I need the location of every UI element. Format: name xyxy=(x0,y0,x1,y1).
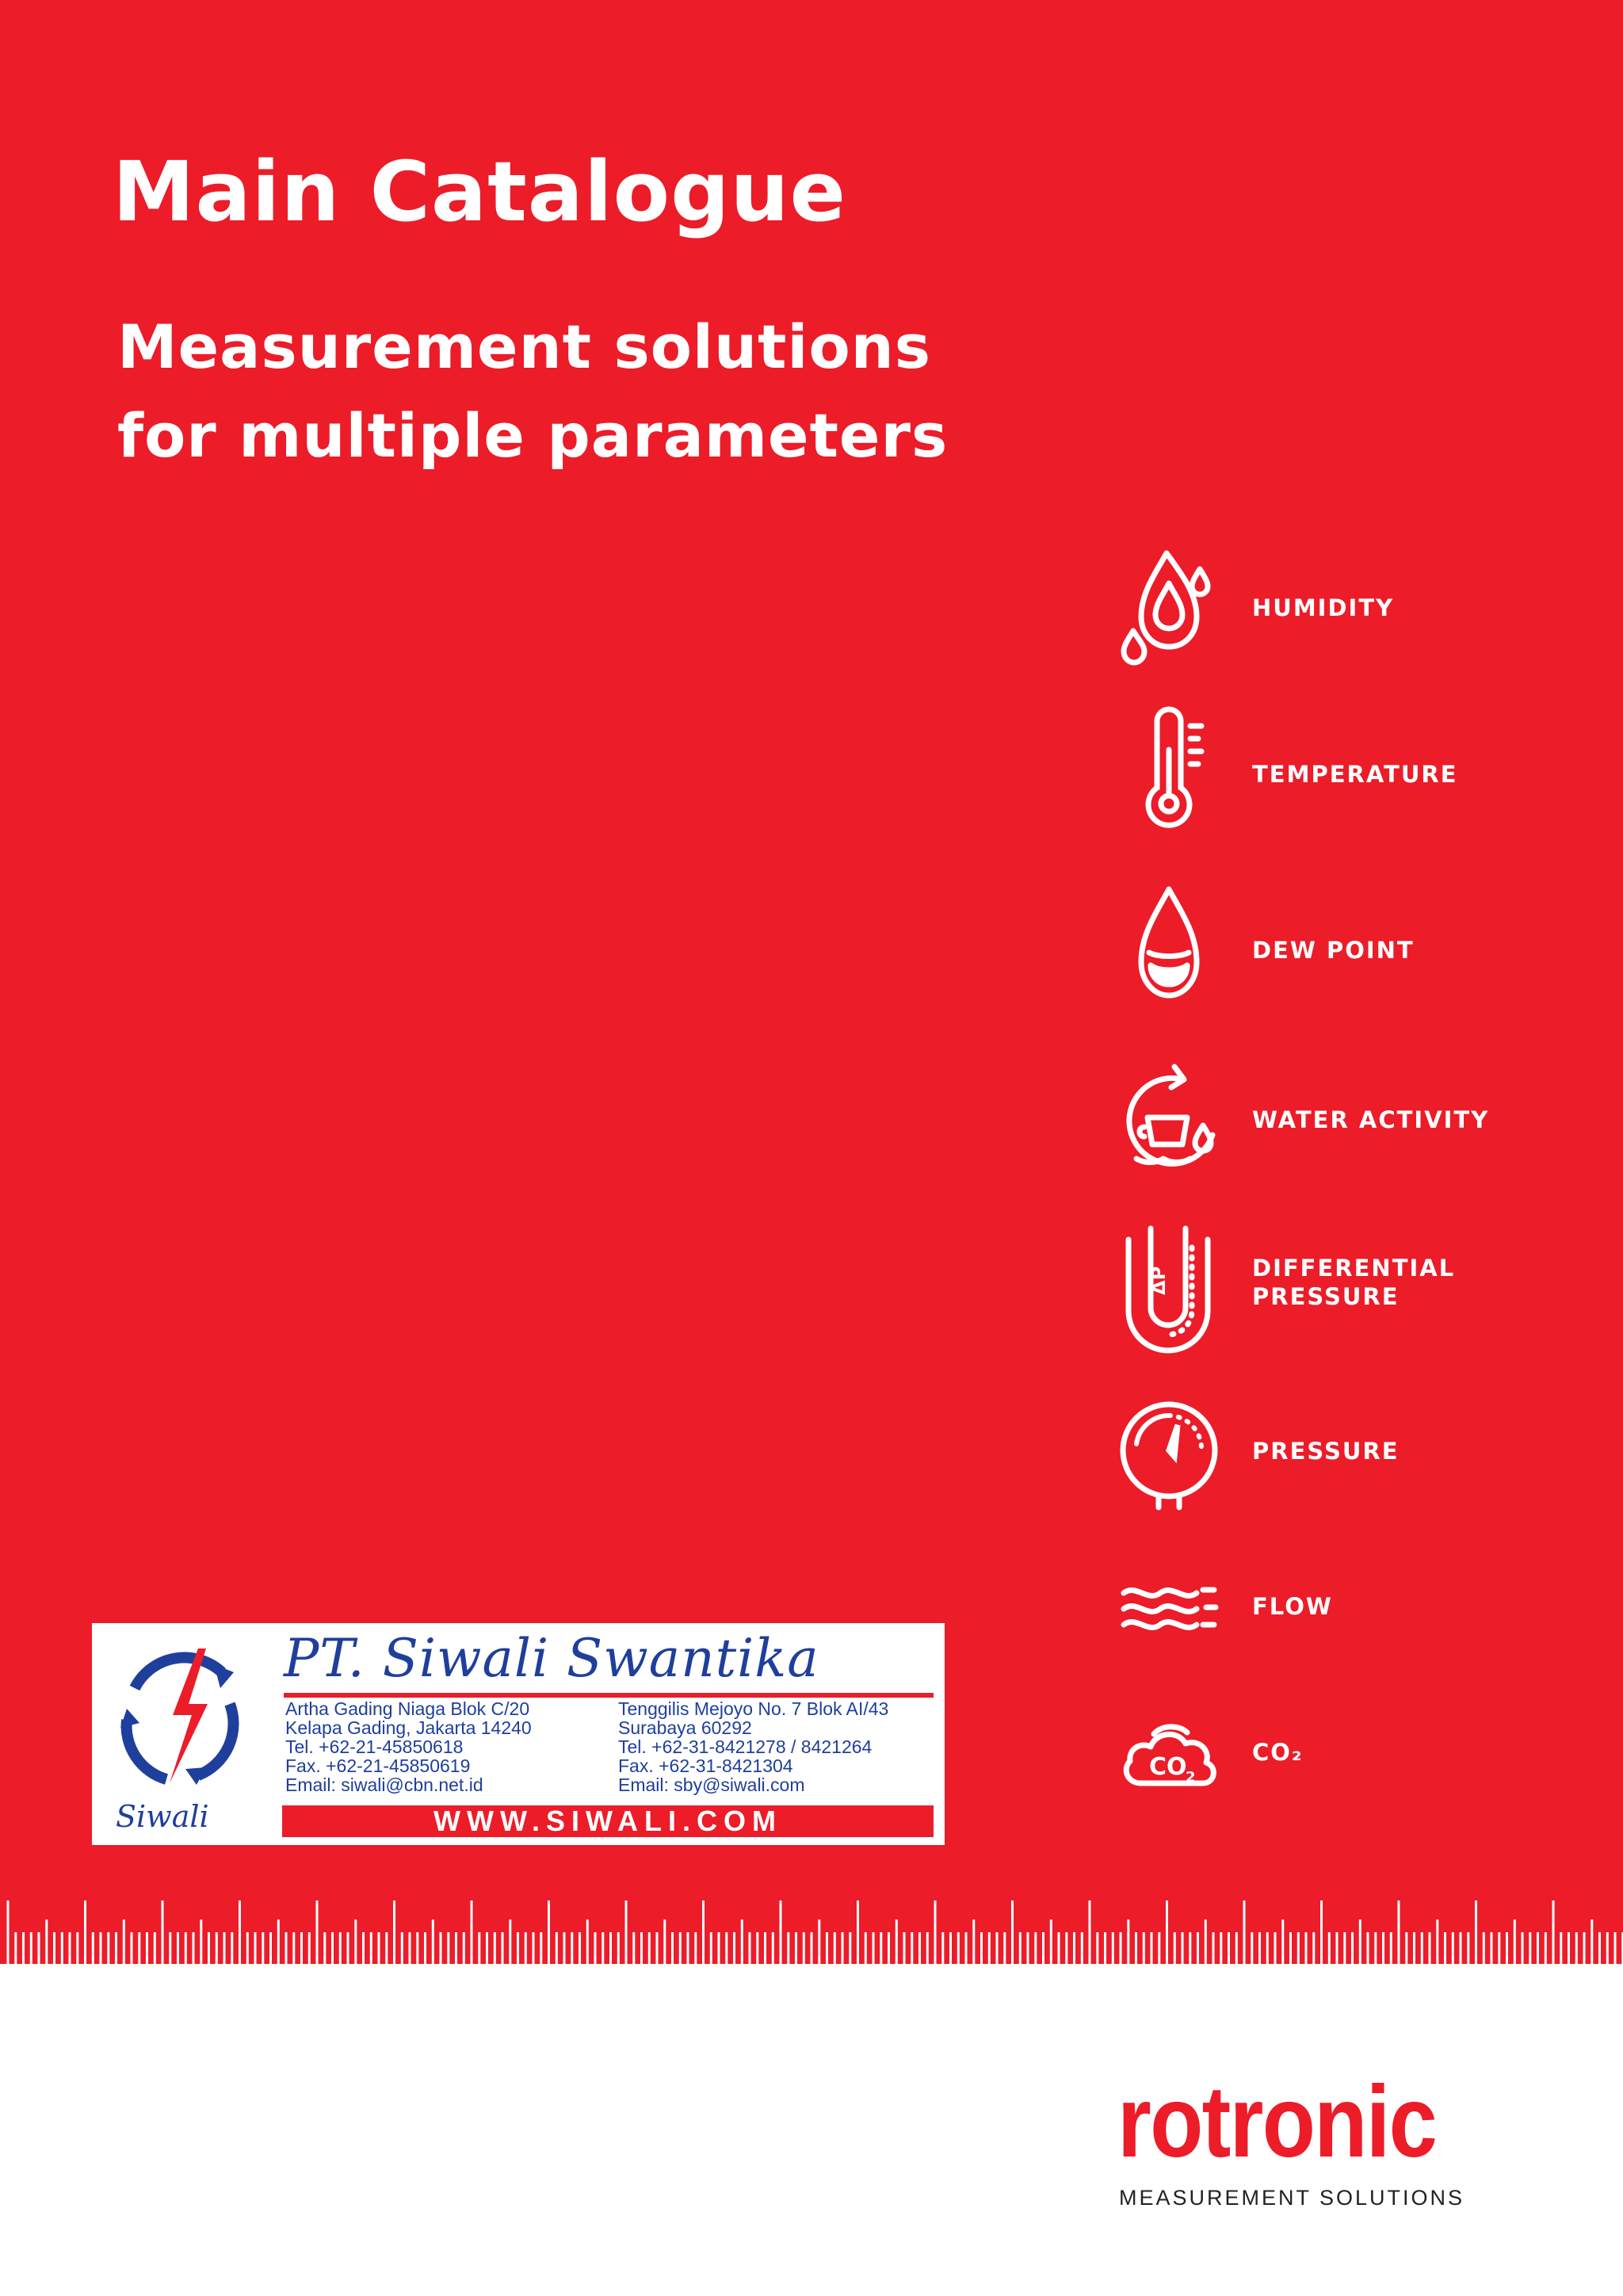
office-line: Fax. +62-21-45850619 xyxy=(285,1755,471,1776)
office-line: Kelapa Gading, Jakarta 14240 xyxy=(285,1717,532,1738)
pressure-gauge-icon xyxy=(1109,1381,1228,1523)
parameter-pressure xyxy=(1109,1381,1553,1523)
parameter-label-line-2: PRESSURE xyxy=(1252,1283,1400,1310)
parameter-label: PRESSURE xyxy=(1252,1438,1400,1465)
office-line: Email: siwali@cbn.net.id xyxy=(285,1775,483,1795)
office-line: Tel. +62-31-8421278 / 8421264 xyxy=(618,1736,873,1757)
parameter-temperature xyxy=(1109,702,1553,845)
humidity-drops-icon xyxy=(1109,537,1228,680)
subtitle-line-2: for multiple parameters xyxy=(117,400,949,471)
rotronic-logo: rotronic xyxy=(1117,2065,1437,2179)
catalogue-title: Main Catalogue xyxy=(113,143,847,240)
differential-pressure-icon xyxy=(1109,1216,1228,1358)
parameter-differential-pressure xyxy=(1109,1216,1553,1358)
parameter-label xyxy=(1252,1254,1455,1311)
office-line: Tenggilis Mejoyo No. 7 Blok AI/43 xyxy=(618,1698,889,1719)
catalogue-subtitle xyxy=(117,303,948,480)
office-line: Email: sby@siwali.com xyxy=(618,1775,805,1795)
office-line: Fax. +62-31-8421304 xyxy=(618,1755,793,1776)
parameter-label: DEW POINT xyxy=(1252,937,1415,964)
parameter-water-activity xyxy=(1109,1048,1553,1190)
svg-text:ΔP: ΔP xyxy=(1148,1266,1170,1295)
parameter-label: CO₂ xyxy=(1252,1739,1304,1766)
office-line: Surabaya 60292 xyxy=(618,1717,752,1738)
parameter-humidity xyxy=(1109,537,1553,680)
parameter-flow xyxy=(1109,1538,1553,1680)
siwali-logo-icon xyxy=(103,1648,262,1791)
distributor-badge xyxy=(92,1623,945,1845)
dew-drop-icon xyxy=(1109,878,1228,1021)
logo-caption: Siwali xyxy=(116,1799,209,1834)
co2-cloud-icon xyxy=(1109,1683,1228,1826)
water-activity-icon xyxy=(1109,1048,1228,1190)
thermometer-icon xyxy=(1109,702,1228,845)
office-line: Tel. +62-21-45850618 xyxy=(285,1736,464,1757)
company-divider xyxy=(284,1693,934,1698)
brand-tagline: MEASUREMENT SOLUTIONS xyxy=(1119,2186,1465,2210)
parameter-label: TEMPERATURE xyxy=(1252,761,1458,788)
parameter-label: WATER ACTIVITY xyxy=(1252,1106,1490,1133)
ruler-scale xyxy=(0,1885,1623,1964)
co2-icon-text: CO xyxy=(1149,1753,1187,1781)
parameter-label: HUMIDITY xyxy=(1252,594,1395,621)
office-line: Artha Gading Niaga Blok C/20 xyxy=(285,1698,530,1719)
company-name: PT. Siwali Swantika xyxy=(284,1628,819,1689)
office-jakarta xyxy=(285,1699,532,1794)
subtitle-line-1: Measurement solutions xyxy=(117,311,931,382)
parameter-label: FLOW xyxy=(1252,1593,1333,1620)
office-surabaya xyxy=(618,1699,888,1794)
flow-waves-icon xyxy=(1109,1538,1228,1680)
parameter-label-line-1: DIFFERENTIAL xyxy=(1252,1255,1456,1282)
parameter-co2 xyxy=(1109,1683,1553,1826)
co2-icon-subscript: 2 xyxy=(1186,1769,1196,1786)
website-link[interactable]: WWW.SIWALI.COM xyxy=(282,1805,934,1837)
parameter-dew-point xyxy=(1109,878,1553,1021)
